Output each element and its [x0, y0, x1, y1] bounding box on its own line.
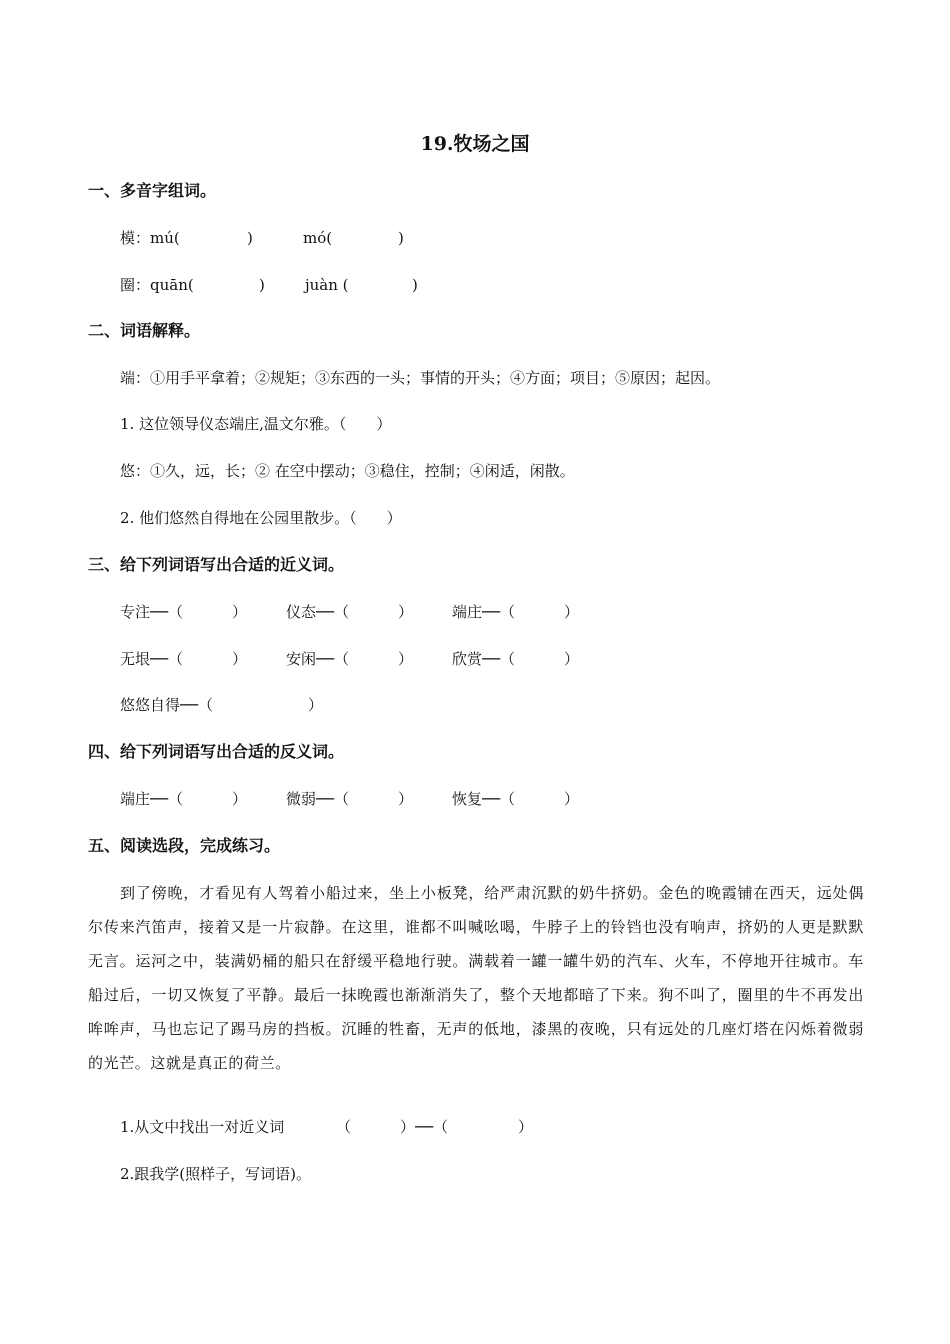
s3-row1-close-2: ）: [398, 603, 414, 621]
s4-row1-close-3: ）: [564, 790, 580, 808]
section-4-heading: 四、给下列词语写出合适的反义词。: [88, 742, 345, 761]
s3-row2-close-3: ）: [564, 650, 580, 668]
s1-row1-mo-close: ): [398, 229, 404, 247]
s5-question-1-mid: ）──（: [400, 1118, 449, 1136]
s5-question-2: 2.跟我学(照样子，写词语)。: [120, 1165, 312, 1183]
s5-question-1-close: ）: [518, 1118, 534, 1136]
s4-row1-word-2: 微弱──（: [286, 790, 350, 808]
s1-row1-mu-close: ): [247, 229, 253, 247]
s2-question-1: 1. 这位领导仪态端庄,温文尔雅。（ ）: [120, 415, 392, 433]
duan-definitions: 端：①用手平拿着；②规矩；③东西的一头；事情的开头；④方面；项目；⑤原因；起因。: [120, 369, 721, 387]
section-3-heading: 三、给下列词语写出合适的近义词。: [88, 555, 345, 574]
s1-row2-quan-close: ): [259, 276, 265, 294]
s5-question-1-text: 1.从文中找出一对近义词: [120, 1118, 285, 1136]
s3-row2-close-1: ）: [232, 650, 248, 668]
s3-row1-word-1: 专注──（: [120, 603, 184, 621]
reading-passage: 到了傍晚，才看见有人驾着小船过来，坐上小板凳，给严肃沉默的奶牛挤奶。金色的晚霞铺在西天，远处偶尔传来汽笛声，接着又是一片寂静。在这里，谁都不叫喊吆喝，牛脖子上的铃铛也没有响声，挤奶的人更是默默无言。运河之中，装满奶桶的船只在舒缓平稳地行驶。满载着一罐一罐牛奶的汽车、火车，不停地开往城市。车船过后，一切又恢复了平静。最后一抹晚霞也渐渐消失了，整个天地都暗了下来。狗不叫了，圈里的牛不再发出哞哞声，马也忘记了踢马房的挡板。沉睡的牲畜，无声的低地，漆黑的夜晚，只有远处的几座灯塔在闪烁着微弱的光芒。这就是真正的荷兰。: [88, 884, 864, 1072]
section-5-heading: 五、阅读选段，完成练习。: [88, 836, 281, 855]
s3-row2-word-1: 无垠──（: [120, 650, 184, 668]
s1-row2-juan-close: ): [412, 276, 418, 294]
s3-row2-close-2: ）: [398, 650, 414, 668]
s3-row1-word-2: 仪态──（: [286, 603, 350, 621]
section-2-heading: 二、词语解释。: [88, 321, 201, 340]
s3-row3-word-1: 悠悠自得──（: [120, 696, 214, 714]
s1-row1-mo-label: mó(: [303, 229, 333, 247]
you-definitions: 悠：①久，远，长；② 在空中摆动；③稳住，控制；④闲适，闲散。: [120, 462, 575, 480]
s4-row1-word-1: 端庄──（: [120, 790, 184, 808]
s1-row2-quan-label: 圈：quān(: [120, 276, 194, 294]
section-1-heading: 一、多音字组词。: [88, 181, 217, 200]
s4-row1-close-2: ）: [398, 790, 414, 808]
s3-row3-close-1: ）: [308, 696, 324, 714]
s3-row1-close-3: ）: [564, 603, 580, 621]
s4-row1-word-3: 恢复──（: [452, 790, 516, 808]
s3-row2-word-3: 欣赏──（: [452, 650, 516, 668]
s1-row2-juan-label: juàn (: [305, 276, 349, 294]
s1-row1-mu-label: 模：mú(: [120, 229, 180, 247]
s3-row1-word-3: 端庄──（: [452, 603, 516, 621]
s3-row1-close-1: ）: [232, 603, 248, 621]
page-title: 19.牧场之国: [420, 133, 530, 155]
s5-question-1-open: （: [336, 1118, 352, 1136]
s2-question-2: 2. 他们悠然自得地在公园里散步。（ ）: [120, 509, 402, 527]
s4-row1-close-1: ）: [232, 790, 248, 808]
s3-row2-word-2: 安闲──（: [286, 650, 350, 668]
